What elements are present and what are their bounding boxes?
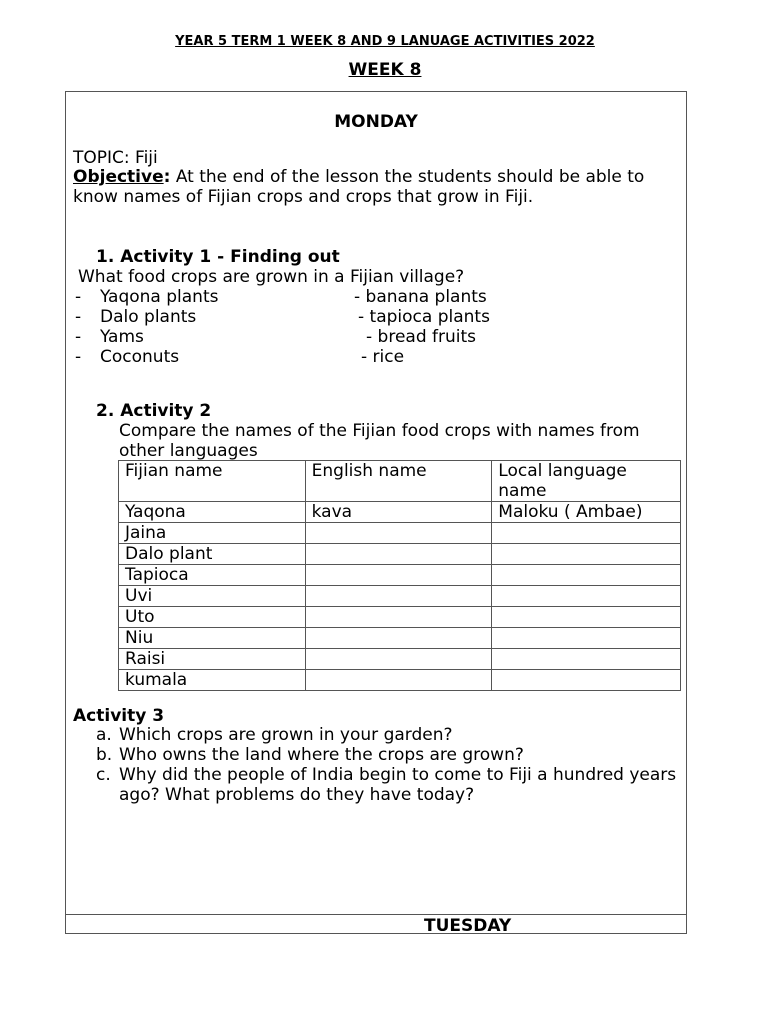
table-header-row (119, 461, 681, 502)
table-row (119, 586, 681, 607)
table-cell (492, 523, 681, 544)
list-item: - rice (361, 347, 405, 367)
table-cell: Uto (119, 607, 306, 628)
table-cell: Niu (119, 628, 306, 649)
table-cell (492, 607, 681, 628)
table-cell: kumala (119, 670, 306, 691)
list-item: b. Who owns the land where the crops are grown? (96, 745, 524, 765)
topic-line: TOPIC: Fiji (73, 148, 158, 168)
table-cell: kava (305, 502, 492, 523)
tuesday-divider (65, 914, 687, 934)
table-cell: Raisi (119, 649, 306, 670)
crop-list-right (300, 287, 490, 367)
table-cell (305, 523, 492, 544)
list-item: - tapioca plants (358, 307, 490, 327)
document-title: YEAR 5 TERM 1 WEEK 8 AND 9 LANUAGE ACTIVITIES 2022 (175, 34, 595, 49)
table-cell (305, 565, 492, 586)
objective-text: At the end of the lesson the students should be able to know names of Fijian crops and crops that grow in Fiji. (73, 167, 645, 207)
crop-list-left (75, 287, 218, 367)
table-row (119, 502, 681, 523)
table-cell: Jaina (119, 523, 306, 544)
table-cell (492, 628, 681, 649)
table-cell: Maloku ( Ambae) (492, 502, 681, 523)
activity1-heading: 1. Activity 1 - Finding out (96, 247, 340, 267)
table-cell (305, 670, 492, 691)
activity2-heading: 2. Activity 2 (96, 401, 212, 421)
table-row (119, 628, 681, 649)
objective-colon: : (163, 167, 171, 187)
table-row (119, 670, 681, 691)
monday-title: MONDAY (334, 112, 418, 132)
table-row (119, 523, 681, 544)
column-header: Fijian name (119, 461, 306, 502)
week-title: WEEK 8 (348, 60, 422, 80)
list-item: - Coconuts (75, 347, 180, 367)
table-cell (492, 544, 681, 565)
table-cell (305, 628, 492, 649)
table-cell (305, 586, 492, 607)
table-cell (492, 670, 681, 691)
table-row (119, 649, 681, 670)
column-header: Local language name (492, 461, 681, 502)
table-cell (305, 544, 492, 565)
table-cell (305, 649, 492, 670)
list-item: - Yaqona plants (75, 287, 219, 307)
activity1-question: What food crops are grown in a Fijian village? (78, 267, 465, 287)
tuesday-title: TUESDAY (424, 916, 512, 936)
table-cell (492, 586, 681, 607)
list-item: - Dalo plants (75, 307, 197, 327)
table-row (119, 544, 681, 565)
list-item: - Yams (75, 327, 144, 347)
table-row (119, 565, 681, 586)
activity2-instructions: Compare the names of the Fijian food crops with names from other languages (119, 421, 640, 461)
list-item: a. Which crops are grown in your garden? (96, 725, 453, 745)
list-item: - banana plants (354, 287, 487, 307)
objective-paragraph (73, 167, 685, 207)
column-header: English name (305, 461, 492, 502)
table-cell (492, 649, 681, 670)
activity3-questions (96, 725, 686, 805)
table-cell: Uvi (119, 586, 306, 607)
list-item: c. Why did the people of India begin to come to Fiji a hundred years ago? What problems do they have today? (96, 765, 677, 805)
table-cell (492, 565, 681, 586)
table-cell (305, 607, 492, 628)
table-cell: Tapioca (119, 565, 306, 586)
table-row (119, 607, 681, 628)
crop-names-table (118, 460, 681, 691)
list-item: - bread fruits (366, 327, 477, 347)
activity3-heading: Activity 3 (73, 706, 165, 726)
table-cell: Yaqona (119, 502, 306, 523)
table-cell: Dalo plant (119, 544, 306, 565)
objective-label: Objective (73, 167, 164, 187)
